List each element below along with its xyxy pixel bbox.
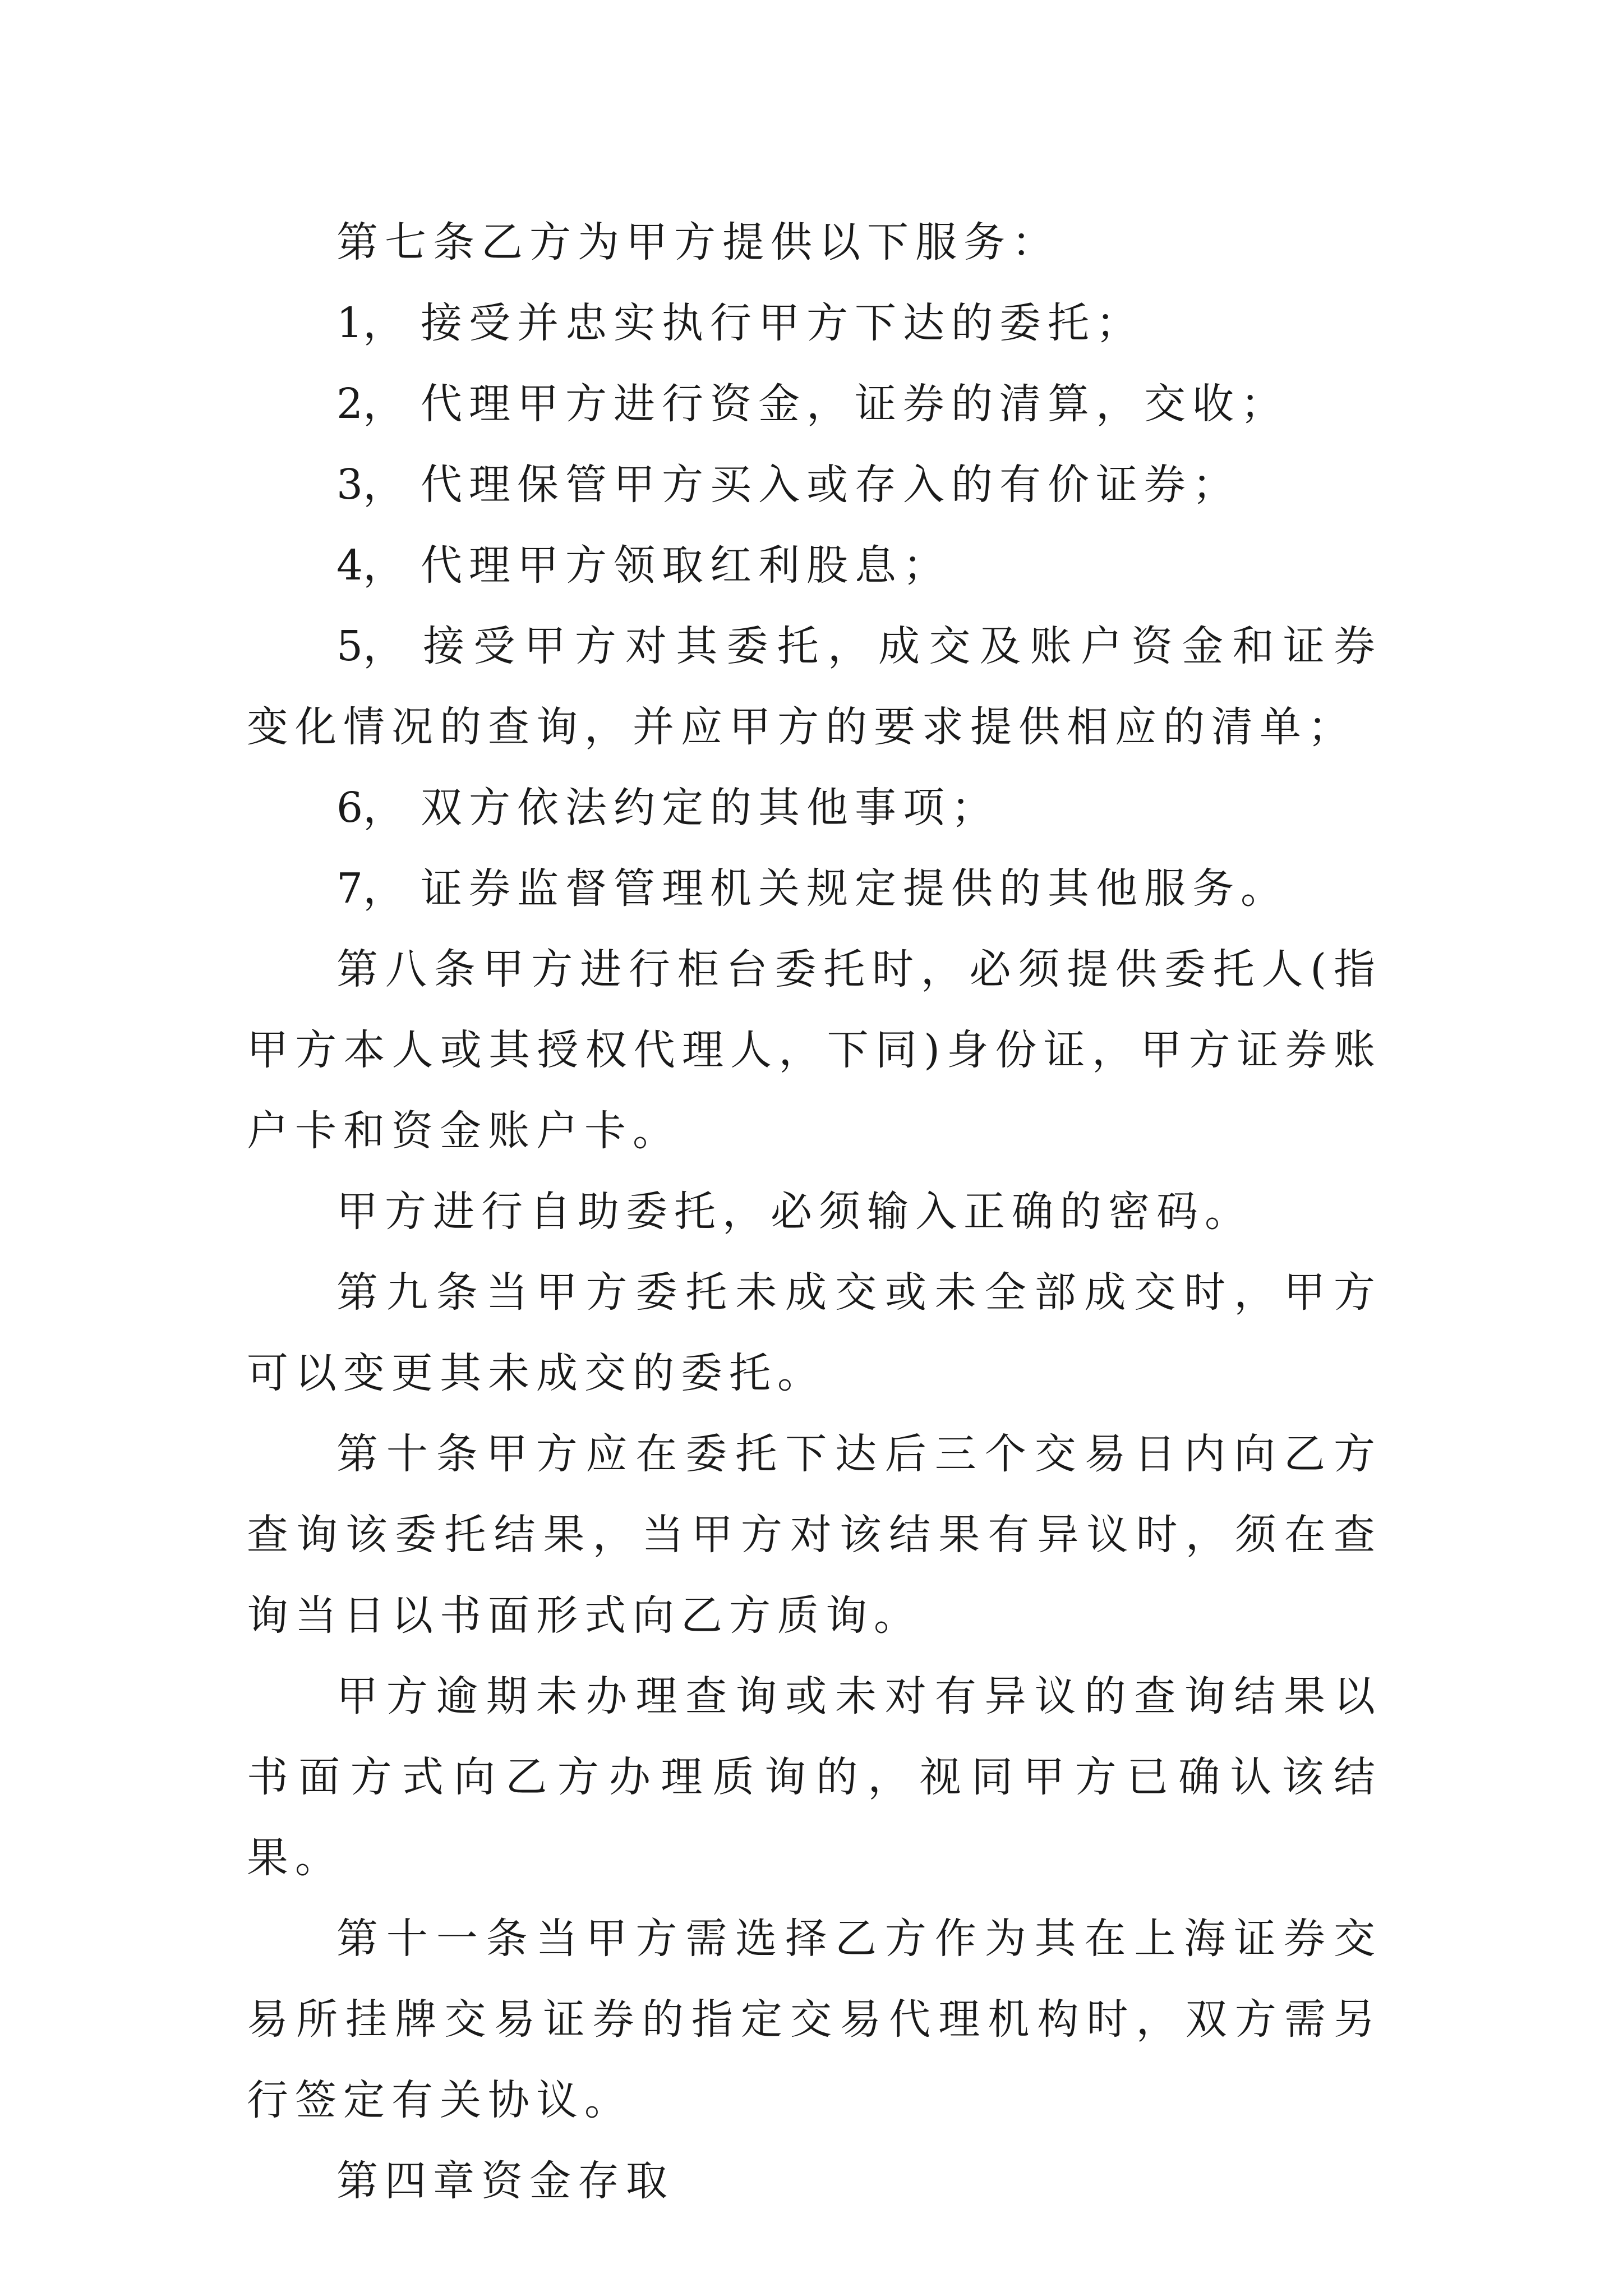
list-item-text: 双方依法约定的其他事项； (421, 784, 999, 832)
paragraph-article-11: 第十一条当甲方需选择乙方作为其在上海证券交易所挂牌交易证券的指定交易代理机构时，双方需另行签定有关协议。 (247, 1915, 1382, 2124)
list-item (247, 364, 1382, 444)
list-item-text: 代理甲方领取红利股息； (421, 541, 951, 590)
chapter-heading: 第四章资金存取 (336, 2157, 674, 2205)
list-item-number: 6， (336, 784, 405, 832)
list-item-number: 2， (336, 380, 405, 428)
list-item-text: 证券监督管理机关规定提供的其他服务。 (421, 864, 1289, 913)
paragraph-overdue-inquiry: 甲方逾期未办理查询或未对有异议的查询结果以书面方式向乙方办理质询的，视同甲方已确认该结果。 (247, 1672, 1382, 1882)
list-item-text: 接受并忠实执行甲方下达的委托； (421, 299, 1144, 347)
list-item-number: 7， (336, 864, 405, 913)
list-item-text: 代理甲方进行资金，证券的清算，交收； (421, 380, 1289, 428)
paragraph-self-service: 甲方进行自助委托，必须输入正确的密码。 (336, 1188, 1253, 1236)
list-item (247, 767, 1382, 848)
list-item-number: 4， (336, 541, 405, 590)
list-item (247, 606, 1382, 767)
list-item (247, 283, 1382, 364)
list-item-number: 5， (336, 622, 405, 670)
list-item-number: 1， (336, 299, 405, 347)
paragraph-article-10: 第十条甲方应在委托下达后三个交易日内向乙方查询该委托结果，当甲方对该结果有异议时，须在查询当日以书面形式向乙方质询。 (247, 1430, 1382, 1640)
list-item (247, 848, 1382, 929)
list-item-text: 接受甲方对其委托，成交及账户资金和证券变化情况的查询，并应甲方的要求提供相应的清单； (247, 622, 1382, 751)
list-item-number: 3， (336, 461, 405, 509)
paragraph-article-9: 第九条当甲方委托未成交或未全部成交时，甲方可以变更其未成交的委托。 (247, 1268, 1382, 1397)
list-item-text: 代理保管甲方买入或存入的有价证券； (421, 461, 1241, 509)
document-body (247, 202, 1382, 2221)
list-item (247, 525, 1382, 606)
paragraph-article-7-intro: 第七条乙方为甲方提供以下服务： (336, 218, 1060, 266)
list-item (247, 444, 1382, 525)
paragraph-article-8: 第八条甲方进行柜台委托时，必须提供委托人(指甲方本人或其授权代理人，下同)身份证，甲方证券账户卡和资金账户卡。 (247, 945, 1382, 1155)
